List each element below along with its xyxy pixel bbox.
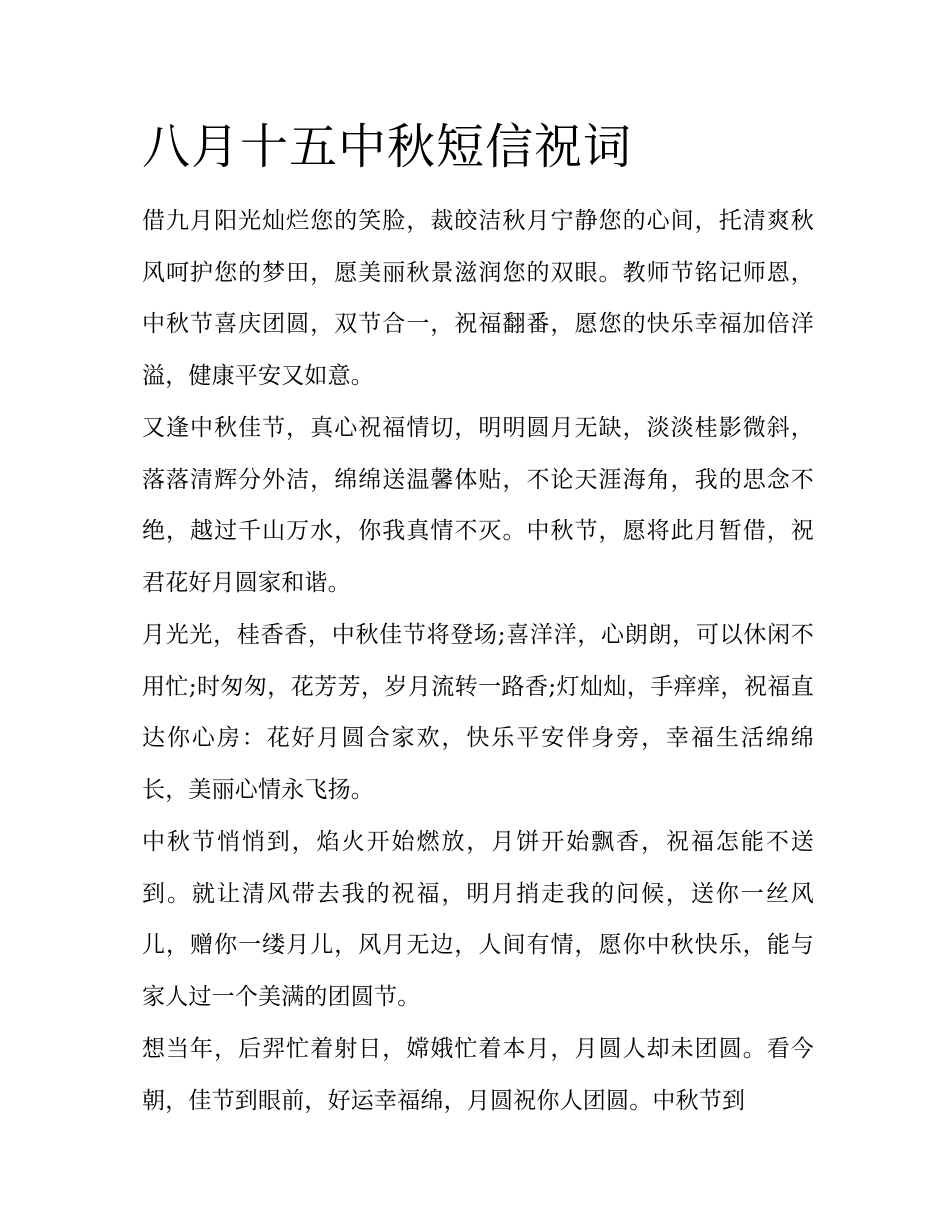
paragraph-3: 月光光，桂香香，中秋佳节将登场;喜洋洋，心朗朗，可以休闲不用忙;时匆匆，花芳芳，岁月流转一路香;灯灿灿，手痒痒，祝福直达你心房：花好月圆合家欢，快乐平安伴身旁，幸福生活绵绵长，美丽心情永飞扬。 [142,622,814,803]
paragraph-5: 想当年，后羿忙着射日，嫦娥忙着本月，月圆人却未团圆。看今朝，佳节到眼前，好运幸福绵，月圆祝你人团圆。中秋节到 [142,1036,814,1114]
document-page [142,112,814,1128]
paragraph-1: 借九月阳光灿烂您的笑脸，裁皎洁秋月宁静您的心间，托清爽秋风呵护您的梦田，愿美丽秋景滋润您的双眼。教师节铭记师恩，中秋节喜庆团圆，双节合一，祝福翻番，愿您的快乐幸福加倍洋溢，健康平安又如意。 [142,208,814,389]
paragraph-4: 中秋节悄悄到，焰火开始燃放，月饼开始飘香，祝福怎能不送到。就让清风带去我的祝福，明月捎走我的问候，送你一丝风儿，赠你一缕月儿，风月无边，人间有情，愿你中秋快乐，能与家人过一个美满的团圆节。 [142,829,814,1010]
paragraph-2: 又逢中秋佳节，真心祝福情切，明明圆月无缺，淡淡桂影微斜，落落清辉分外洁，绵绵送温馨体贴，不论天涯海角，我的思念不绝，越过千山万水，你我真情不灭。中秋节，愿将此月暂借，祝君花好月圆家和谐。 [142,415,814,596]
document-title: 八月十五中秋短信祝词 [142,119,633,175]
